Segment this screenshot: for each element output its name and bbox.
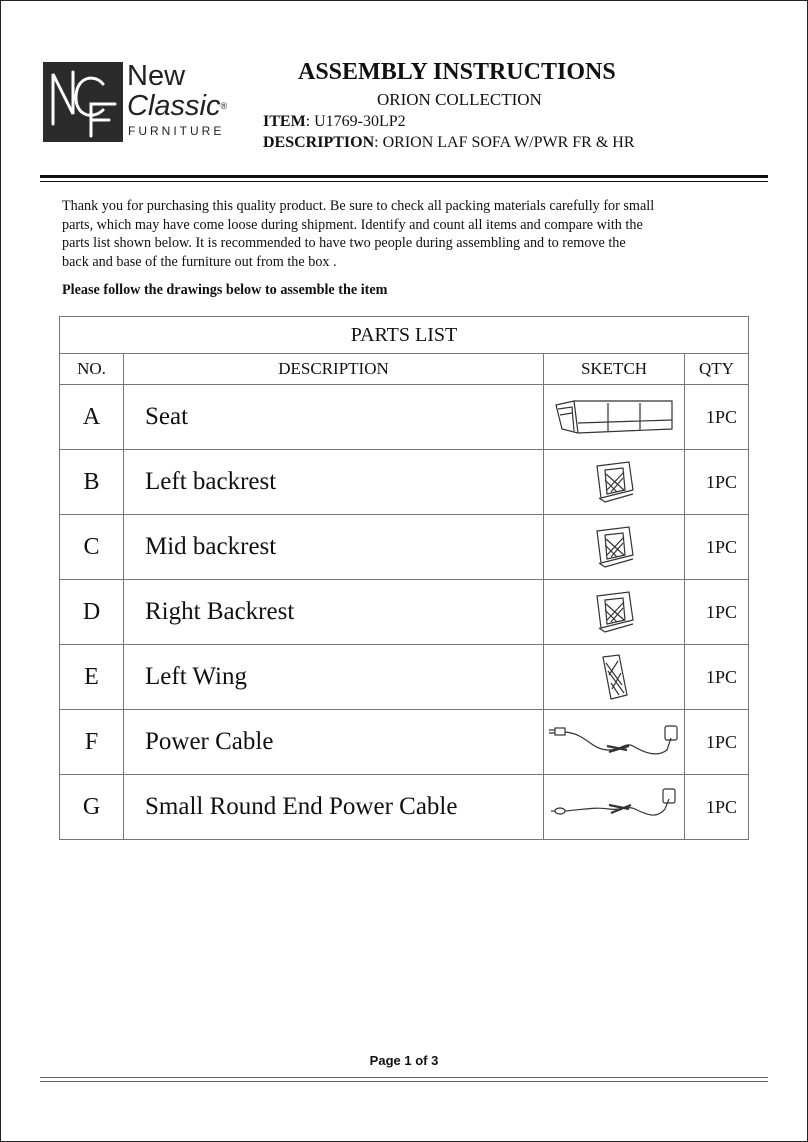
table-row (60, 645, 749, 710)
parts-list-table (59, 316, 749, 840)
brand-line3: FURNITURE (128, 124, 225, 138)
part-description: Small Round End Power Cable (124, 775, 544, 840)
seat-sketch (544, 385, 685, 450)
part-description: Right Backrest (124, 580, 544, 645)
brand-line2: Classic® (127, 90, 228, 122)
item-number: ITEM: U1769-30LP2 (263, 113, 406, 130)
part-qty: 1PC (685, 580, 749, 645)
table-row (60, 580, 749, 645)
part-no: A (60, 385, 124, 450)
part-description: Seat (124, 385, 544, 450)
follow-instruction: Please follow the drawings below to assemble the item (62, 282, 388, 298)
part-qty: 1PC (685, 385, 749, 450)
part-no: B (60, 450, 124, 515)
intro-line: Thank you for purchasing this quality product. Be sure to check all packing materials carefully for small (62, 198, 655, 214)
item-description: DESCRIPTION: ORION LAF SOFA W/PWR FR & HR (263, 134, 635, 151)
table-row (60, 775, 749, 840)
page-number: Page 1 of 3 (369, 1053, 439, 1068)
page-title: ASSEMBLY INSTRUCTIONS (298, 59, 616, 85)
round-end-cable-sketch (544, 775, 685, 840)
table-row (60, 385, 749, 450)
part-no: G (60, 775, 124, 840)
wing-sketch (544, 645, 685, 710)
table-row (60, 710, 749, 775)
part-description: Mid backrest (124, 515, 544, 580)
header-rule (40, 175, 768, 178)
table-row (60, 515, 749, 580)
footer-rule (40, 1077, 768, 1078)
backrest-sketch (544, 580, 685, 645)
part-qty: 1PC (685, 645, 749, 710)
table-row (60, 450, 749, 515)
part-no: E (60, 645, 124, 710)
collection-name: ORION COLLECTION (377, 90, 542, 109)
header-qty: QTY (685, 354, 749, 385)
backrest-sketch (544, 450, 685, 515)
part-no: D (60, 580, 124, 645)
header-rule-thin (40, 181, 768, 182)
intro-line: parts list shown below. It is recommended to have two people during assembling and to remove the (62, 235, 626, 251)
header-description: DESCRIPTION (124, 354, 544, 385)
part-qty: 1PC (685, 775, 749, 840)
intro-line: back and base of the furniture out from the box . (62, 253, 337, 270)
parts-list-caption: PARTS LIST (60, 317, 749, 354)
backrest-sketch (544, 515, 685, 580)
brand-line1: New (127, 60, 186, 92)
intro-text (62, 197, 742, 271)
part-no: C (60, 515, 124, 580)
footer-rule-thin (40, 1081, 768, 1082)
part-description: Left Wing (124, 645, 544, 710)
part-qty: 1PC (685, 710, 749, 775)
header-sketch: SKETCH (544, 354, 685, 385)
part-description: Left backrest (124, 450, 544, 515)
ncf-logo (43, 62, 123, 142)
part-qty: 1PC (685, 515, 749, 580)
intro-line: parts, which may have come loose during shipment. Identify and count all items and compare with the (62, 216, 643, 233)
part-no: F (60, 710, 124, 775)
power-cable-sketch (544, 710, 685, 775)
part-qty: 1PC (685, 450, 749, 515)
header-no: NO. (60, 354, 124, 385)
part-description: Power Cable (124, 710, 544, 775)
